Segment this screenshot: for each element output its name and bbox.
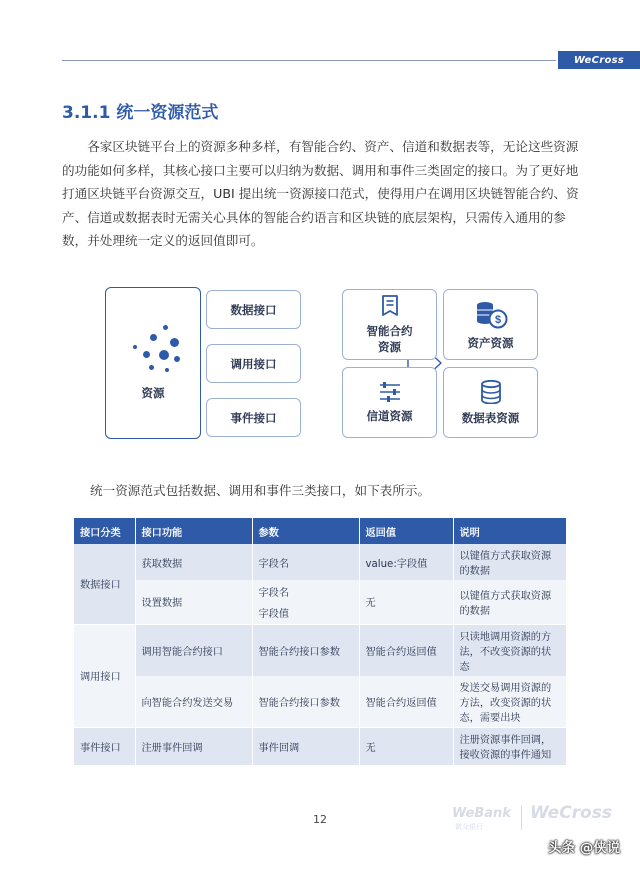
webank-watermark: WeBank	[452, 806, 511, 821]
table-cell: 发送交易调用资源的方法，改变资源的状态，需要出块	[453, 676, 566, 728]
wecross-watermark: WeCross	[530, 803, 612, 823]
table-cell: 字段名	[252, 580, 359, 602]
table-header-row	[74, 518, 566, 544]
target-label-line2: 资源	[378, 339, 401, 354]
table-row	[74, 727, 566, 765]
group-cell: 数据接口	[74, 544, 135, 624]
table-cell: 调用智能合约接口	[135, 624, 252, 676]
interface-box-call	[206, 344, 301, 383]
table-cell: 获取数据	[135, 544, 252, 580]
wecross-logo: WeCross	[558, 51, 640, 69]
section-title: 3.1.1 统一资源范式	[62, 103, 219, 123]
header-rule	[62, 60, 556, 61]
table-header-cell: 说明	[453, 518, 566, 544]
resource-dots-icon	[123, 325, 183, 375]
table-row	[74, 544, 566, 580]
interface-box-data	[206, 290, 301, 329]
table-cell: 无	[359, 727, 453, 765]
table-cell: 以键值方式获取资源的数据	[453, 544, 566, 580]
table-cell: 无	[359, 580, 453, 624]
table-header-cell: 参数	[252, 518, 359, 544]
coins-icon	[474, 299, 508, 329]
table-header-cell: 接口功能	[135, 518, 252, 544]
interface-label: 调用接口	[230, 356, 277, 371]
table-row	[74, 624, 566, 676]
table-header-cell: 返回值	[359, 518, 453, 544]
resource-label: 资源	[141, 386, 165, 400]
table-cell: 智能合约接口参数	[252, 676, 359, 728]
group-cell: 调用接口	[74, 624, 135, 727]
resource-box	[105, 287, 201, 439]
table-row	[74, 676, 566, 728]
interface-label: 事件接口	[230, 410, 277, 425]
watermark-divider	[521, 806, 522, 830]
target-box-asset	[443, 289, 538, 360]
group-cell: 事件接口	[74, 727, 135, 765]
table-cell: 智能合约返回值	[359, 676, 453, 728]
table-cell: 以键值方式获取资源的数据	[453, 580, 566, 624]
contract-icon	[380, 295, 400, 317]
table-cell: 智能合约返回值	[359, 624, 453, 676]
table-cell: 字段名	[252, 544, 359, 580]
target-box-datatable	[443, 367, 538, 438]
page-number: 12	[313, 813, 327, 826]
target-label-line1: 智能合约	[366, 323, 413, 338]
resource-diagram	[105, 287, 538, 439]
interface-box-event	[206, 398, 301, 437]
target-label-line1: 数据表资源	[461, 410, 520, 425]
svg-text:$: $	[494, 313, 501, 326]
table-cell: 智能合约接口参数	[252, 624, 359, 676]
interface-table	[74, 518, 567, 765]
database-icon	[480, 380, 502, 404]
table-cell: 注册事件回调	[135, 727, 252, 765]
target-box-contract	[342, 289, 437, 360]
table-cell: 事件回调	[252, 727, 359, 765]
table-row	[74, 580, 566, 602]
target-box-channel	[342, 367, 437, 438]
table-cell: 只读地调用资源的方法，不改变资源的状态	[453, 624, 566, 676]
table-cell: value:字段值	[359, 544, 453, 580]
source-credit: 头条 @侠说	[548, 840, 621, 856]
table-header-cell: 接口分类	[74, 518, 135, 544]
sliders-icon	[378, 382, 402, 402]
table-cell: 字段值	[252, 602, 359, 624]
target-label-line1: 信道资源	[366, 408, 413, 423]
intro-paragraph: 各家区块链平台上的资源多种多样，有智能合约、资产、信道和数据表等，无论这些资源的功能如何多样，其核心接口主要可以归纳为数据、调用和事件三类固定的接口。为了更好地打通区块链平台资源交互，UBI 提出统一资源接口范式，使得用户在调用区块链智能合约、资产、信道或数据表时无需关心具体的智能合约语言和区块链的底层架构，只需传入通用的参数，并处理统一定义的返回值即可。	[62, 139, 579, 249]
interface-label: 数据接口	[230, 302, 277, 317]
target-label-line1: 资产资源	[467, 335, 514, 350]
table-cell: 注册资源事件回调，接收资源的事件通知	[453, 727, 566, 765]
table-cell: 向智能合约发送交易	[135, 676, 252, 728]
webank-watermark-sub: 微众银行	[455, 823, 483, 831]
table-cell: 设置数据	[135, 580, 252, 624]
table-intro: 统一资源范式包括数据、调用和事件三类接口，如下表所示。	[90, 483, 431, 498]
